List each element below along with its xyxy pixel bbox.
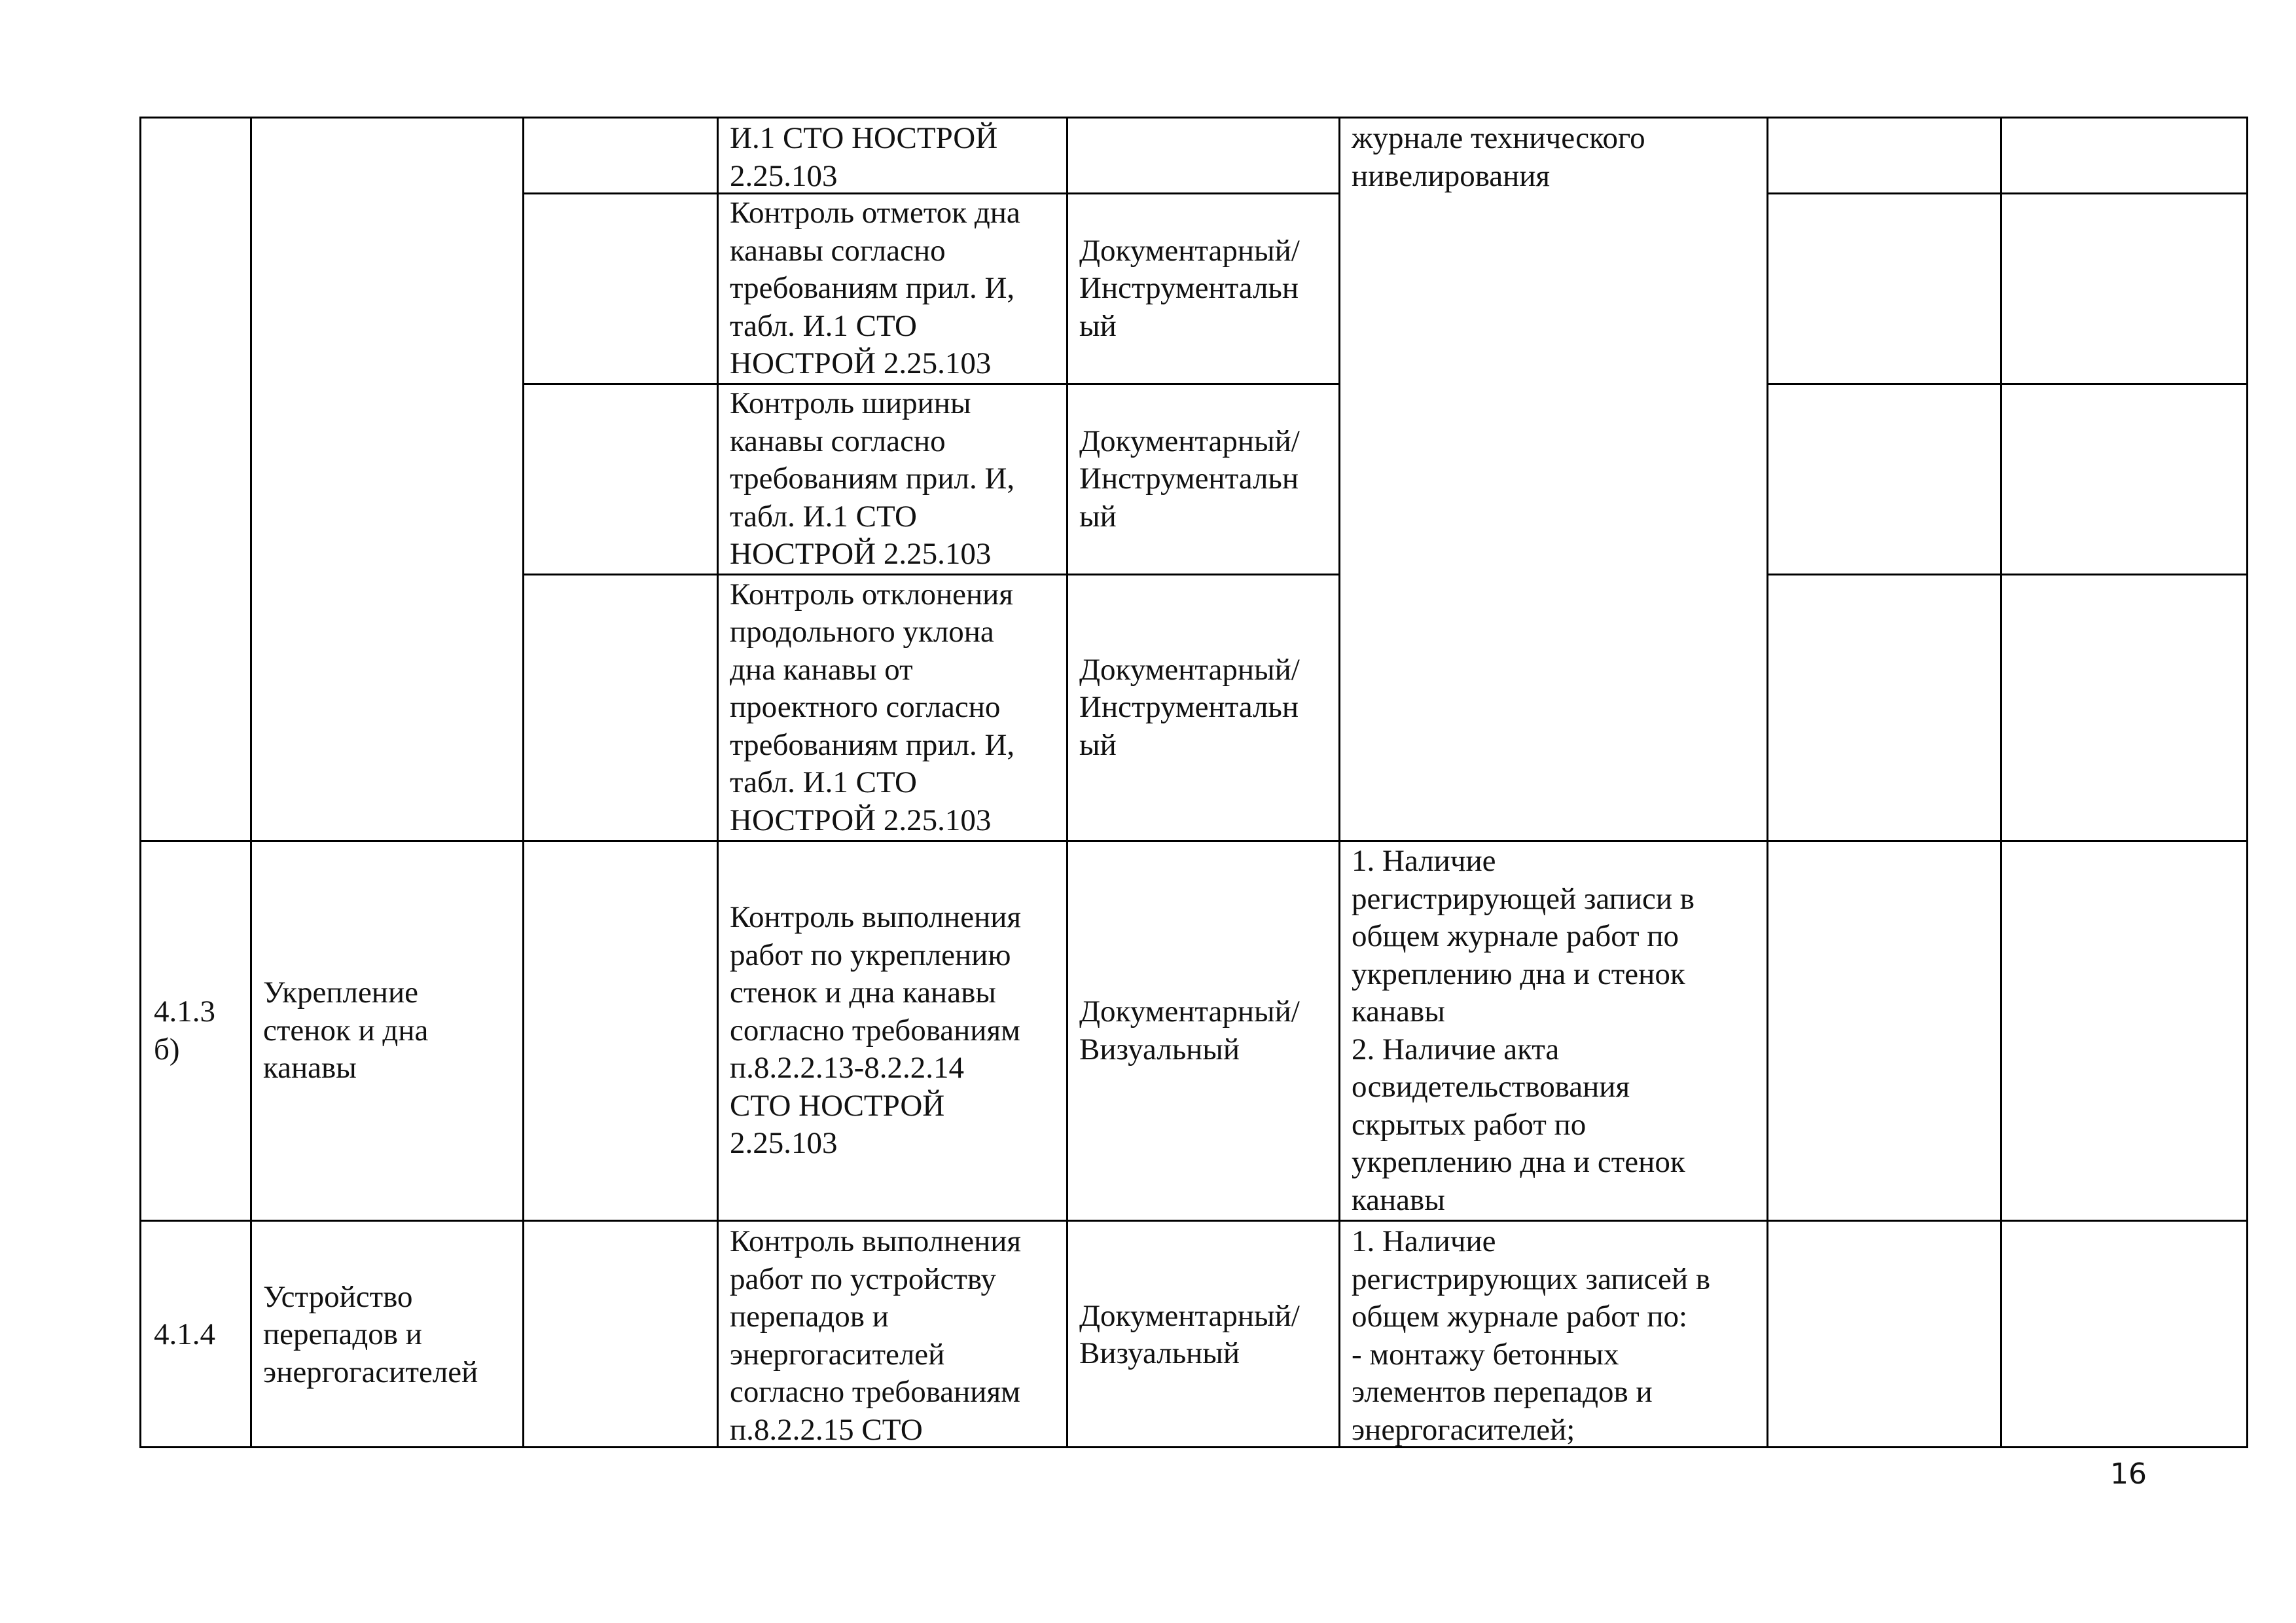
control-text-cell: Контроль выполнения работ по укреплению стенок и дна канавы согласно требованиям п.8.2.2.13-8.2.2.14 СТО НОСТРОЙ 2.25.103: [730, 900, 1021, 1161]
control-text-cell: И.1 СТО НОСТРОЙ 2.25.103: [730, 121, 998, 193]
control-text-cell: Контроль выполнения работ по устройству перепадов и энергогасителей согласно требованиям п.8.2.2.15 СТО: [730, 1224, 1021, 1447]
column-divider: [522, 117, 524, 1448]
page-number: 16: [2110, 1457, 2147, 1491]
method-cell: Документарный/ Инструментальн ый: [1079, 424, 1300, 534]
item-name-cell: Устройство перепадов и энергогасителей: [263, 1279, 478, 1389]
method-cell: Документарный/ Визуальный: [1079, 1298, 1300, 1370]
evidence-cell: 1. Наличие регистрирующих записей в общем журнале работ по: - монтажу бетонных элементов перепадов и энергогасителей;: [1352, 1224, 1711, 1447]
item-number-cell: 4.1.3 б): [154, 994, 215, 1067]
evidence-cell: 1. Наличие регистрирующей записи в общем журнале работ по укреплению дна и стенок канавы 2. Наличие акта освидетельствования скрытых работ по укреплению дна и стенок канавы: [1352, 844, 1695, 1217]
control-text-cell: Контроль ширины канавы согласно требованиям прил. И, табл. И.1 СТО НОСТРОЙ 2.25.103: [730, 386, 1015, 572]
item-name-cell: Укрепление стенок и дна канавы: [263, 976, 429, 1085]
row-divider: [1767, 192, 2248, 194]
column-divider: [2000, 117, 2002, 1448]
method-cell: Документарный/ Визуальный: [1079, 994, 1300, 1067]
method-cell: Документарный/ Инструментальн ый: [1079, 233, 1300, 343]
row-divider: [1767, 383, 2248, 385]
control-text-cell: Контроль отметок дна канавы согласно требованиям прил. И, табл. И.1 СТО НОСТРОЙ 2.25.103: [730, 196, 1020, 381]
evidence-cell: журнале технического нивелирования: [1352, 121, 1645, 193]
row-divider: [1767, 574, 2248, 575]
control-text-cell: Контроль отклонения продольного уклона дна канавы от проектного согласно требованиям прил. И, табл. И.1 СТО НОСТРОЙ 2.25.103: [730, 577, 1015, 837]
column-divider: [1767, 117, 1768, 1448]
item-number-cell: 4.1.4: [154, 1317, 215, 1352]
method-cell: Документарный/ Инструментальн ый: [1079, 652, 1300, 762]
